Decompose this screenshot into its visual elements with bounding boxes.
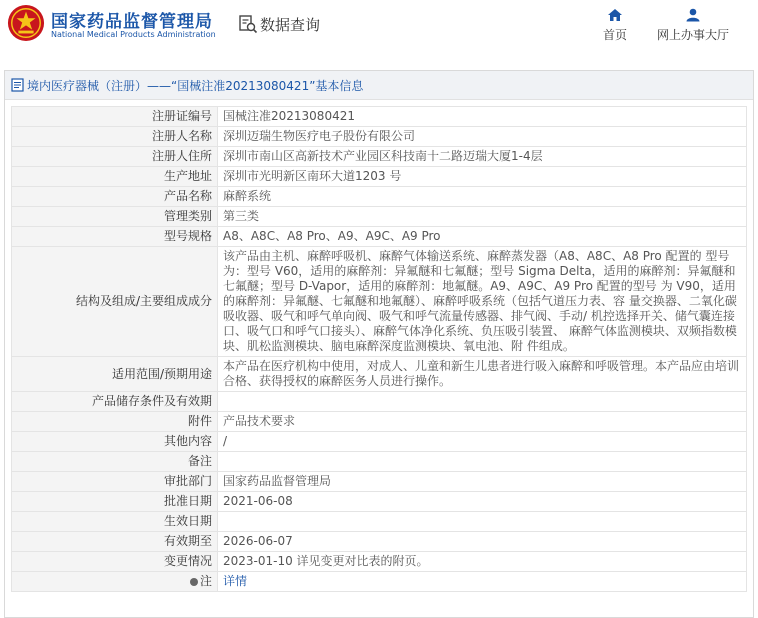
row-label: 产品名称 — [12, 187, 218, 207]
table-row — [12, 227, 747, 247]
row-label: 附件 — [12, 412, 218, 432]
row-value: 第三类 — [218, 207, 747, 227]
row-label: 生效日期 — [12, 512, 218, 532]
table-row — [12, 207, 747, 227]
row-value: 产品技术要求 — [218, 412, 747, 432]
table-row — [12, 532, 747, 552]
panel-title — [5, 71, 753, 100]
row-label: 型号规格 — [12, 227, 218, 247]
row-label: 结构及组成/主要组成成分 — [12, 247, 218, 357]
row-label: 注册证编号 — [12, 107, 218, 127]
nav-home[interactable] — [595, 8, 635, 43]
panel-title-text: 境内医疗器械（注册）——“国械注准20213080421”基本信息 — [27, 78, 364, 93]
table-row — [12, 492, 747, 512]
data-search-icon — [238, 14, 258, 34]
home-icon — [607, 8, 623, 22]
row-label-note — [12, 572, 218, 592]
row-label: 注册人名称 — [12, 127, 218, 147]
nav-online-service-label: 网上办事大厅 — [656, 28, 729, 42]
row-value: 深圳迈瑞生物医疗电子股份有限公司 — [218, 127, 747, 147]
row-label: 其他内容 — [12, 432, 218, 452]
row-value — [218, 512, 747, 532]
row-label: 变更情况 — [12, 552, 218, 572]
table-row — [12, 552, 747, 572]
data-query-label: 数据查询 — [260, 15, 321, 34]
row-value: 深圳市南山区高新技术产业园区科技南十二路迈瑞大厦1-4层 — [218, 147, 747, 167]
org-name-en: National Medical Products Administration — [51, 30, 216, 39]
row-label: 生产地址 — [12, 167, 218, 187]
row-value: 2021-06-08 — [218, 492, 747, 512]
row-value — [218, 392, 747, 412]
row-value — [218, 452, 747, 472]
table-row — [12, 187, 747, 207]
table-row — [12, 412, 747, 432]
table-row — [12, 452, 747, 472]
nav-home-label: 首页 — [602, 28, 627, 42]
user-icon — [685, 8, 701, 22]
row-label: 批准日期 — [12, 492, 218, 512]
table-row — [12, 472, 747, 492]
row-label: 产品储存条件及有效期 — [12, 392, 218, 412]
nav-online-service[interactable] — [648, 8, 738, 43]
table-row — [12, 147, 747, 167]
info-table — [11, 106, 747, 592]
row-value: / — [218, 432, 747, 452]
table-row — [12, 247, 747, 357]
table-row — [12, 512, 747, 532]
note-icon — [190, 578, 198, 586]
row-value: 深圳市光明新区南环大道1203 号 — [218, 167, 747, 187]
table-row — [12, 392, 747, 412]
document-icon — [11, 78, 24, 92]
row-label: 适用范围/预期用途 — [12, 357, 218, 392]
site-header — [0, 0, 758, 50]
row-value: 该产品由主机、麻醉呼吸机、麻醉气体输送系统、麻醉蒸发器（A8、A8C、A8 Pro 配置的 型号为：型号 V60，适用的麻醉剂：异氟醚和七氟醚；型号 Sigma Delta，适用的麻醉剂：异氟醚和七氟醚；型号 D-Vapor，适用的麻醉剂：地氟醚。A9、A9C、A9 Pro 配置的型号 为 V90，适用的麻醉剂：异氟醚、七氟醚和地氟醚）、麻醉呼吸系统（包括气道压力表、容 量交换器、二氧化碳吸收器、吸气和呼气单向阀、吸气和呼气流量传感器、排气阀、手动/ 机控选择开关、储气囊连接口、吸气口和呼气口接头）、麻醉气体净化系统、负压吸引装置、 麻醉气体监测模块、双频指数模块、肌松监测模块、脑电麻醉深度监测模块、氧电池、附 件组成。 — [218, 247, 747, 357]
table-row — [12, 107, 747, 127]
row-value — [218, 572, 747, 592]
row-value: 2026-06-07 — [218, 532, 747, 552]
national-emblem-icon — [7, 4, 45, 42]
row-label: 审批部门 — [12, 472, 218, 492]
row-label: 有效期至 — [12, 532, 218, 552]
table-row — [12, 127, 747, 147]
row-value: A8、A8C、A8 Pro、A9、A9C、A9 Pro — [218, 227, 747, 247]
org-name: 国家药品监督管理局 — [51, 12, 213, 32]
details-link[interactable]: 详情 — [223, 574, 248, 588]
data-query-link[interactable] — [238, 13, 320, 35]
table-row — [12, 432, 747, 452]
row-label: 备注 — [12, 452, 218, 472]
row-value: 麻醉系统 — [218, 187, 747, 207]
row-label: 管理类别 — [12, 207, 218, 227]
table-row — [12, 357, 747, 392]
row-value: 2023-01-10 详见变更对比表的附页。 — [218, 552, 747, 572]
detail-panel — [4, 70, 754, 618]
row-value: 国家药品监督管理局 — [218, 472, 747, 492]
row-label: 注 — [199, 574, 212, 588]
row-value: 国械注准20213080421 — [218, 107, 747, 127]
table-row — [12, 167, 747, 187]
table-row — [12, 572, 747, 592]
row-label: 注册人住所 — [12, 147, 218, 167]
row-value: 本产品在医疗机构中使用，对成人、儿童和新生儿患者进行吸入麻醉和呼吸管理。本产品应由培训合格、获得授权的麻醉医务人员进行操作。 — [218, 357, 747, 392]
